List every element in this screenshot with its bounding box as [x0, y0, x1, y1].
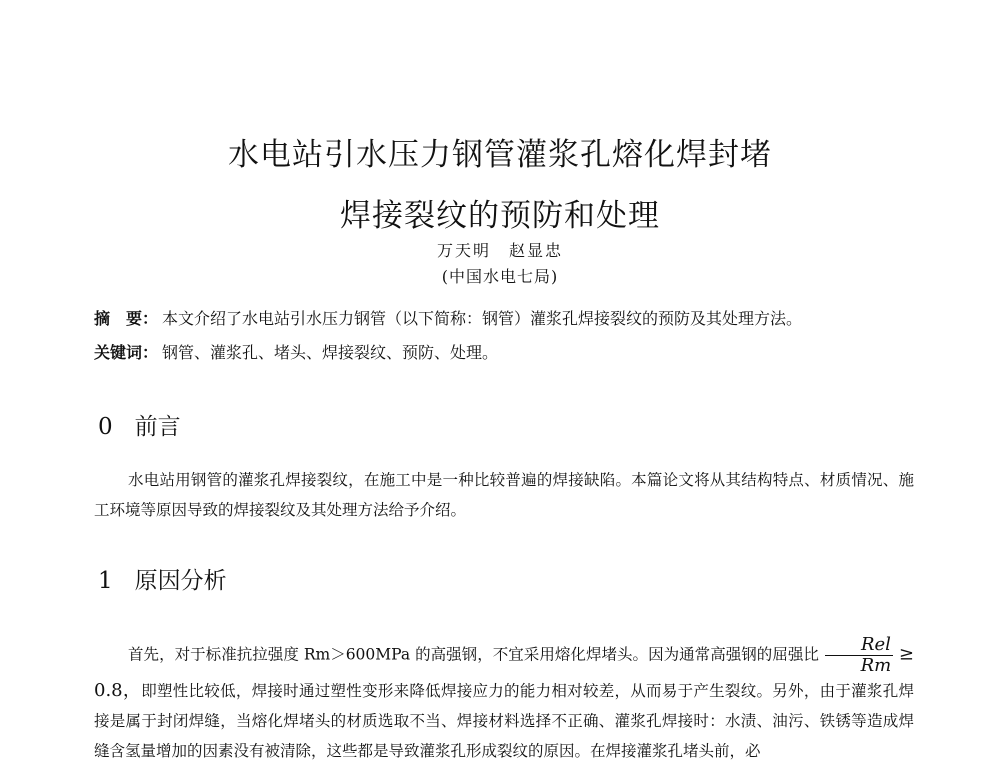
abstract	[94, 306, 802, 329]
paragraph-rest: 即塑性比较低，焊接时通过塑性变形来降低焊接应力的能力相对较差，从而易于产生裂纹。另外，由于灌浆孔焊接是属于封闭焊缝，当熔化焊堵头的材质选取不当、焊接材料选择不正确、灌浆孔焊接时：水渍、油污、铁锈等造成焊缝含氢量增加的因素没有被清除，这些都是导致灌浆孔形成裂纹的原因。在焊接灌浆孔堵头前，必	[94, 682, 914, 760]
paragraph-start: 首先，对于标准抗拉强度 Rm＞600MPa 的高强钢，不宜采用熔化焊堵头。因为通常高强钢的屈强比	[128, 645, 819, 664]
paper-title-line-1: 水电站引水压力钢管灌浆孔熔化焊封堵	[228, 137, 772, 173]
abstract-text: 本文介绍了水电站引水压力钢管（以下简称：钢管）灌浆孔焊接裂纹的预防及其处理方法。	[162, 309, 803, 328]
abstract-label: 摘 要：	[94, 309, 159, 328]
paper-title-line-2: 焊接裂纹的预防和处理	[340, 198, 660, 234]
keywords	[94, 340, 498, 363]
affiliation: (中国水电七局)	[441, 267, 559, 286]
section-heading-intro	[98, 408, 181, 441]
fraction-numerator: Rel	[825, 635, 893, 656]
section-heading-cause-analysis	[98, 562, 227, 595]
yield-ratio-fraction	[825, 635, 893, 676]
keywords-text: 钢管、灌浆孔、堵头、焊接裂纹、预防、处理。	[162, 343, 499, 362]
fraction-denominator: Rm	[860, 655, 892, 676]
cause-analysis-paragraph	[94, 635, 914, 766]
authors: 万天明 赵显忠	[436, 241, 563, 260]
fraction-relation: ≥ 0.8，	[94, 643, 914, 701]
keywords-label: 关键词：	[94, 343, 159, 362]
section-number: 1	[98, 568, 113, 594]
section-title: 原因分析	[134, 568, 227, 594]
intro-paragraph: 水电站用钢管的灌浆孔焊接裂纹，在施工中是一种比较普遍的焊接缺陷。本篇论文将从其结构特点、材质情况、施工环境等原因导致的焊接裂纹及其处理方法给予介绍。	[94, 471, 914, 519]
section-number: 0	[98, 414, 113, 440]
section-title: 前言	[134, 414, 181, 440]
